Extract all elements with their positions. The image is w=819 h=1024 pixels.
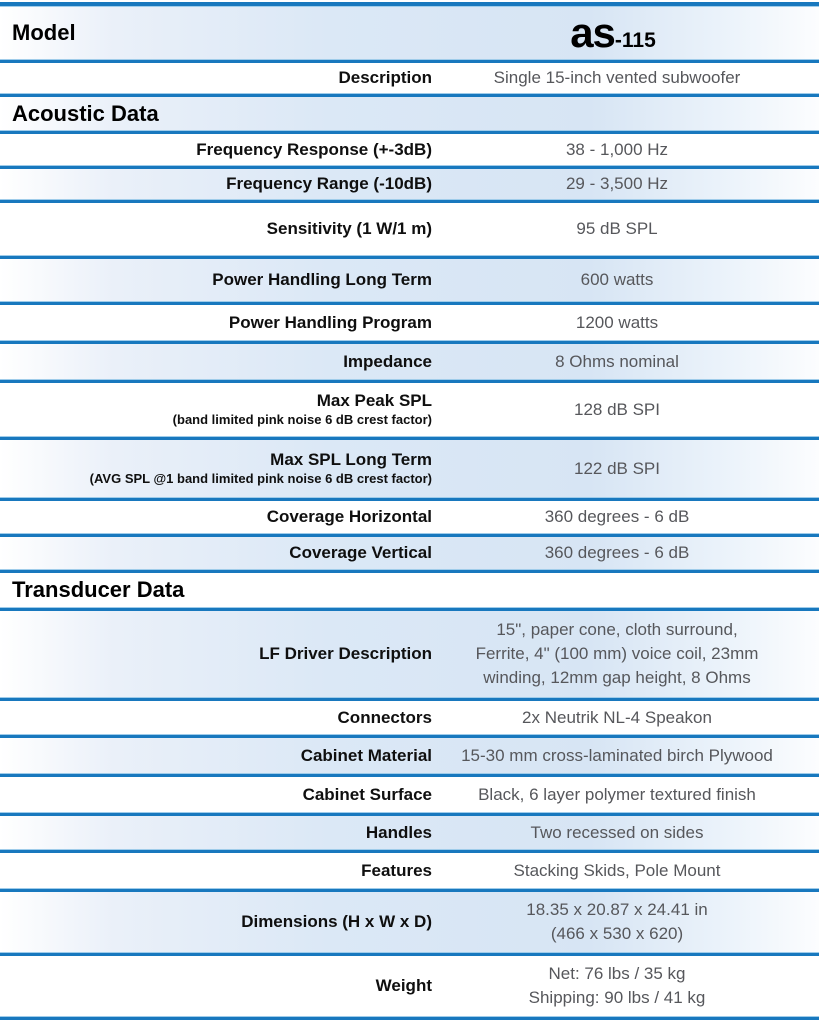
spec-label: Features: [361, 860, 432, 880]
model-name: as: [570, 9, 615, 56]
spec-label-cell: [0, 269, 437, 290]
spec-label-cell: [0, 506, 437, 527]
spec-label: Frequency Range (-10dB): [226, 174, 432, 194]
spec-value-line: 18.35 x 20.87 x 24.41 in: [526, 900, 708, 920]
spec-row-features: [0, 853, 819, 888]
section-header-acoustic-data: [0, 97, 819, 130]
spec-value-line: winding, 12mm gap height, 8 Ohms: [483, 667, 751, 687]
spec-row-power-handling-long-term: [0, 259, 819, 301]
spec-label-cell: [0, 449, 437, 488]
spec-label: Max Peak SPL: [316, 390, 432, 410]
spec-sublabel: (AVG SPL @1 band limited pink noise 6 dB crest factor): [89, 471, 432, 487]
spec-value: 600 watts: [580, 270, 654, 290]
spec-label-cell: [0, 139, 437, 160]
spec-label: Sensitivity (1 W/1 m): [266, 219, 432, 239]
spec-label-cell: [0, 390, 437, 429]
spec-value: Two recessed on sides: [530, 822, 704, 842]
section-title: Transducer Data: [12, 577, 185, 602]
spec-label-cell: [0, 173, 437, 194]
spec-label: Impedance: [343, 351, 432, 371]
spec-row-cabinet-material: [0, 738, 819, 773]
spec-value: 122 dB SPI: [573, 458, 660, 478]
model-label-cell: [0, 20, 437, 46]
spec-label: Coverage Horizontal: [266, 507, 432, 527]
spec-label: Power Handling Program: [228, 312, 432, 332]
spec-value: [437, 618, 819, 689]
spec-label: Handles: [365, 822, 432, 842]
spec-label: Frequency Response (+-3dB): [196, 139, 432, 159]
spec-value-line: 15", paper cone, cloth surround,: [496, 620, 738, 640]
section-title: Acoustic Data: [12, 100, 159, 126]
model-label: Model: [12, 20, 76, 45]
spec-value-line: Net: 76 lbs / 35 kg: [548, 964, 686, 984]
spec-value: Black, 6 layer polymer textured finish: [478, 784, 756, 804]
spec-value-line: Shipping: 90 lbs / 41 kg: [528, 988, 706, 1007]
spec-row-coverage-vertical: [0, 537, 819, 569]
spec-label-cell: [0, 975, 437, 996]
spec-value: 128 dB SPI: [573, 399, 660, 419]
spec-row-frequency-response: [0, 134, 819, 165]
spec-label: Weight: [375, 976, 432, 996]
spec-value: Stacking Skids, Pole Mount: [513, 860, 721, 880]
spec-label-cell: [0, 784, 437, 805]
spec-value: [437, 962, 819, 1010]
spec-label-cell: [0, 822, 437, 843]
model-value: [437, 9, 819, 56]
spec-label: Connectors: [337, 707, 432, 727]
spec-row-connectors: [0, 701, 819, 734]
spec-label-cell: [0, 218, 437, 239]
spec-label-cell: [0, 860, 437, 881]
spec-value-line: (466 x 530 x 620): [550, 924, 684, 943]
spec-label: Max SPL Long Term: [270, 449, 432, 469]
spec-label-cell: [0, 351, 437, 372]
spec-row-description: [0, 63, 819, 93]
spec-label-cell: [0, 707, 437, 728]
spec-row-power-handling-program: [0, 305, 819, 340]
spec-label: Dimensions (H x W x D): [241, 912, 432, 932]
model-suffix: -115: [614, 29, 656, 52]
spec-sublabel: (band limited pink noise 6 dB crest factor): [172, 412, 432, 428]
spec-value: [437, 898, 819, 946]
spec-label: Cabinet Material: [300, 745, 432, 765]
spec-label: Description: [338, 68, 432, 88]
spec-label-cell: [0, 312, 437, 333]
spec-label-cell: [0, 542, 437, 563]
spec-value: 95 dB SPL: [576, 219, 658, 239]
spec-row-frequency-range: [0, 169, 819, 199]
spec-label-cell: [0, 643, 437, 664]
spec-row-lf-driver-description: [0, 611, 819, 697]
spec-value: 2x Neutrik NL-4 Speakon: [522, 707, 712, 727]
spec-label: Power Handling Long Term: [212, 270, 432, 290]
model-row: [0, 7, 819, 59]
spec-row-dimensions: [0, 892, 819, 952]
spec-row-handles: [0, 816, 819, 849]
spec-row-max-peak-spl: [0, 383, 819, 436]
spec-label: Coverage Vertical: [289, 543, 432, 563]
spec-row-coverage-horizontal: [0, 501, 819, 533]
spec-row-max-spl-long-term: [0, 440, 819, 497]
spec-value: 1200 watts: [575, 312, 659, 332]
spec-value: 360 degrees - 6 dB: [544, 507, 690, 527]
spec-row-cabinet-surface: [0, 777, 819, 812]
spec-label-cell: [0, 745, 437, 766]
section-header-transducer-data: [0, 573, 819, 607]
spec-value: Single 15-inch vented subwoofer: [493, 68, 741, 88]
spec-value: 8 Ohms nominal: [555, 351, 679, 371]
spec-row-weight: [0, 956, 819, 1016]
spec-label: LF Driver Description: [259, 644, 432, 664]
spec-value: 15-30 mm cross-laminated birch Plywood: [461, 745, 773, 765]
rule-line: [0, 1016, 819, 1020]
spec-label: Cabinet Surface: [302, 784, 432, 804]
spec-row-impedance: [0, 344, 819, 379]
spec-label-cell: [0, 67, 437, 88]
spec-value: 360 degrees - 6 dB: [544, 543, 690, 563]
spec-value: 38 - 1,000 Hz: [565, 139, 669, 159]
spec-value-line: Ferrite, 4" (100 mm) voice coil, 23mm: [475, 644, 759, 664]
spec-row-sensitivity: [0, 203, 819, 255]
spec-label-cell: [0, 911, 437, 932]
spec-value: 29 - 3,500 Hz: [565, 174, 669, 194]
